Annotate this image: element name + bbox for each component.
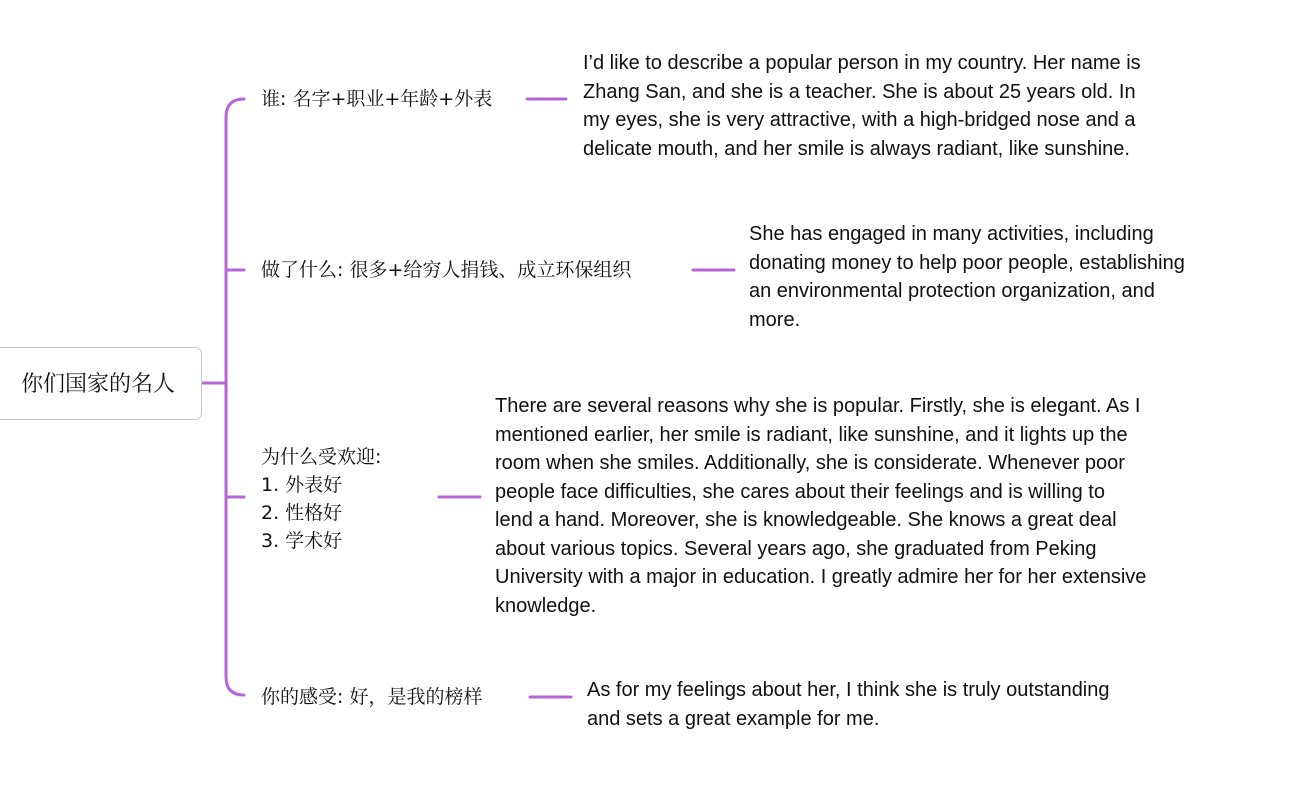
detail-line: I’d like to describe a popular person in my country. Her name is bbox=[583, 52, 1141, 74]
detail-line: and sets a great example for me. bbox=[587, 707, 880, 730]
detail-line: mentioned earlier, her smile is radiant, like sunshine, and it lights up the bbox=[495, 423, 1128, 446]
branch-who-label[interactable] bbox=[261, 85, 492, 113]
branch-why-detail bbox=[495, 392, 1146, 620]
detail-line: my eyes, she is very attractive, with a high-bridged nose and a bbox=[583, 109, 1136, 131]
root-node[interactable]: 你们国家的名人 bbox=[0, 347, 202, 420]
detail-line: University with a major in education. I greatly admire her for her extensive bbox=[495, 566, 1147, 588]
branch-label-line: 1. 外表好 bbox=[261, 474, 343, 496]
branch-what-detail bbox=[749, 220, 1185, 334]
branch-label-line: 3. 学术好 bbox=[261, 530, 343, 552]
detail-line: knowledge. bbox=[495, 594, 597, 617]
detail-line: room when she smiles. Additionally, she is considerate. Whenever poor bbox=[495, 452, 1125, 474]
branch-what-label[interactable] bbox=[261, 256, 631, 284]
detail-line: people face difficulties, she cares about their feelings and is willing to bbox=[495, 480, 1105, 503]
trunk-line bbox=[226, 99, 244, 695]
detail-line: She has engaged in many activities, including bbox=[749, 223, 1154, 245]
detail-line: lend a hand. Moreover, she is knowledgeable. She knows a great deal bbox=[495, 509, 1117, 531]
branch-feelings-label[interactable] bbox=[261, 683, 482, 711]
branch-who-detail bbox=[583, 49, 1141, 163]
branch-label-line: 谁: 名字+职业+年龄+外表 bbox=[261, 88, 493, 110]
detail-line: more. bbox=[749, 308, 801, 331]
branch-label-line: 做了什么: 很多+给穷人捐钱、成立环保组织 bbox=[261, 259, 632, 281]
detail-line: an environmental protection organization, and bbox=[749, 280, 1155, 302]
detail-line: Zhang San, and she is a teacher. She is about 25 years old. In bbox=[583, 80, 1136, 103]
branch-why-label[interactable] bbox=[261, 443, 381, 555]
detail-line: There are several reasons why she is popular. Firstly, she is elegant. As I bbox=[495, 395, 1141, 417]
detail-line: about various topics. Several years ago, she graduated from Peking bbox=[495, 537, 1097, 560]
branch-feelings-detail bbox=[587, 676, 1110, 733]
branch-label-line: 为什么受欢迎: bbox=[261, 446, 382, 468]
branch-label-line: 你的感受: 好，是我的榜样 bbox=[261, 686, 483, 708]
detail-line: As for my feelings about her, I think she is truly outstanding bbox=[587, 679, 1110, 701]
branch-label-line: 2. 性格好 bbox=[261, 502, 343, 524]
detail-line: donating money to help poor people, establishing bbox=[749, 251, 1185, 274]
detail-line: delicate mouth, and her smile is always radiant, like sunshine. bbox=[583, 137, 1130, 160]
